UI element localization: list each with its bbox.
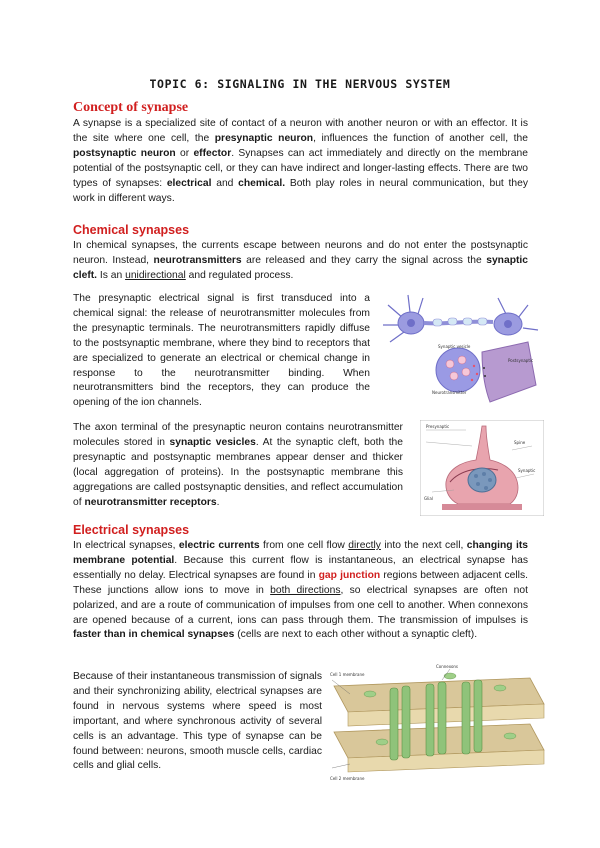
fig3-connexons-label: Connexons	[436, 664, 459, 669]
synaptic-vesicles-figure	[420, 420, 544, 516]
paragraph-electrical-applications: Because of their instantaneous transmission of signals and their synchronizing ability, electrical synapses are found in nervous systems where speed is most important, and where synchronous activity of several cells is an advantage. This type of synapse can be found between: neurons, smooth muscle cells, cardiac cells and glial cells.	[73, 671, 322, 772]
paragraph-concept: A synapse is a specialized site of contact of a neuron with another neuron or with an effector. It is the site where one cell, the presynaptic neuron, influences the function of another cell, the postsynaptic neuron or effector. Synapses can act immediately and directly on the membrane potential of the postsynaptic cell, or they can have indirect and longer-lasting effects. There are two types of synapses: electrical and chemical. Both play roles in neural communication, but they work in different ways.	[73, 118, 528, 204]
paragraph-chemical-transduction: The presynaptic electrical signal is first transduced into a chemical signal: the release of neurotransmitter molecules from the presynaptic terminals. The neurotransmitters rapidly diffuse to the postsynaptic membrane, where they bind to receptors that are specialized to generate an electrical or chemical change in response to the neurotransmitter binding. When neurotransmitters bind the receptors, they can produce the opening of the ion channels.	[73, 293, 370, 409]
svg-text:Neurotransmitter: Neurotransmitter	[432, 390, 467, 395]
svg-text:Glial: Glial	[424, 496, 433, 501]
section-heading-chemical: Chemical synapses	[73, 223, 190, 237]
fig3-cell2-label: Cell 2 membrane	[330, 776, 365, 781]
svg-text:Postsynaptic: Postsynaptic	[508, 358, 534, 363]
svg-text:Synaptic vesicle: Synaptic vesicle	[438, 344, 471, 349]
svg-text:Presynaptic: Presynaptic	[426, 424, 450, 429]
svg-text:Synaptic: Synaptic	[518, 468, 536, 473]
section-heading-concept: Concept of synapse	[73, 100, 189, 115]
svg-text:Spine: Spine	[514, 440, 526, 445]
paragraph-electrical-intro: In electrical synapses, electric currents from one cell flow directly into the next cell, changing its membrane potential. Because this current flow is instantaneous, an electrical synapse has essentially no delay. Electrical synapses are found in gap junction regions between adjacent cells. These junctions allow ions to move in both directions, so electrical synapses are often not polarized, and are a route of communication of impulses from one cell to another. When connexons are opened because of a current, ions can pass through them. The transmission of impulses is faster than in chemical synapses (cells are next to each other without a synaptic cleft).	[73, 540, 529, 641]
section-heading-electrical: Electrical synapses	[73, 523, 190, 537]
neuron-synapse-figure	[378, 290, 543, 412]
fig3-cell1-label: Cell 1 membrane	[330, 672, 365, 677]
page-title: TOPIC 6: SIGNALING IN THE NERVOUS SYSTEM	[149, 77, 451, 91]
gap-junction-figure	[330, 664, 550, 792]
paragraph-chemical-vesicles: The axon terminal of the presynaptic neuron contains neurotransmitter molecules stored in synaptic vesicles. At the synaptic cleft, both the presynaptic and postsynaptic membranes appear denser and thicker (local aggregation of proteins). In the postsynaptic membrane this aggregations are called postsynaptic densities, and reflect accumulation of neurotransmitter receptors.	[73, 422, 404, 508]
paragraph-chemical-intro: In chemical synapses, the currents escape between neurons and do not enter the postsynaptic neuron. Instead, neurotransmitters are released and they carry the signal across the synaptic cleft. Is an unidirectional and regulated process.	[73, 240, 528, 281]
